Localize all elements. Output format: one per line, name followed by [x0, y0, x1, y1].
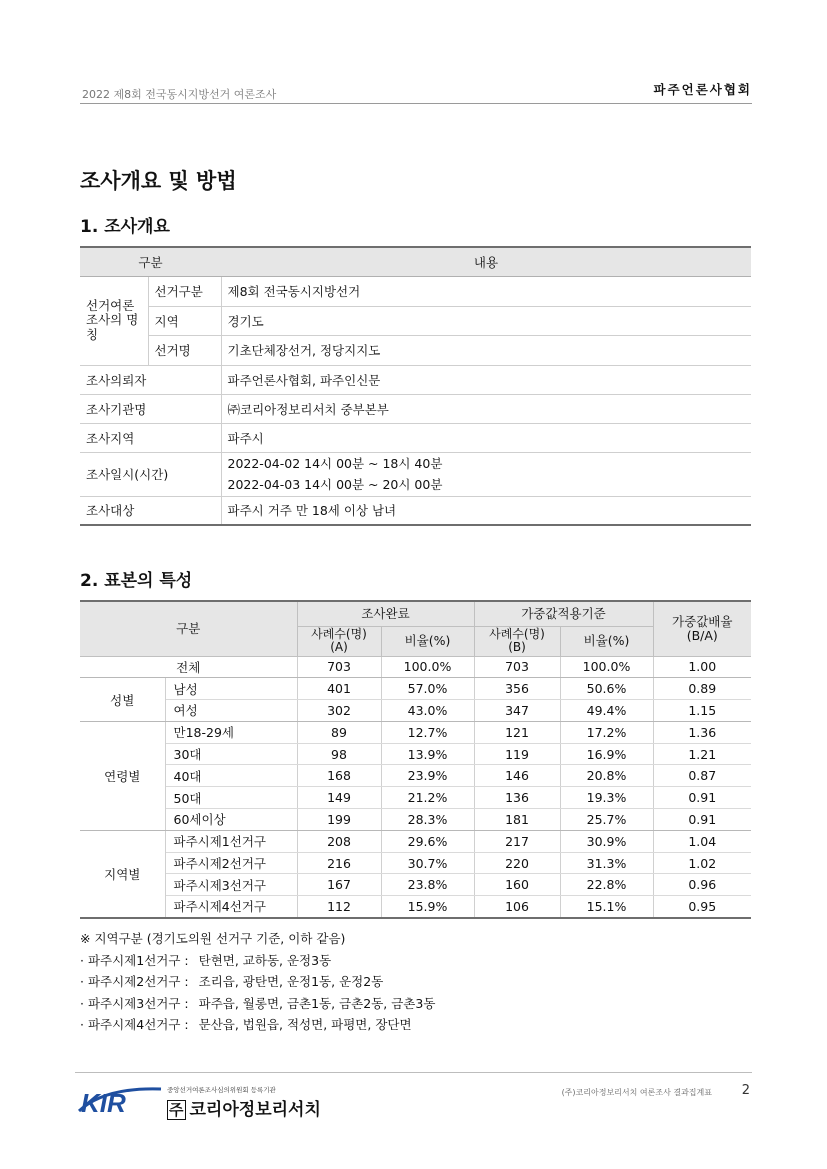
- cell-count-a: 167: [297, 874, 381, 896]
- cell-pct-b: 20.8%: [560, 765, 653, 787]
- cell-pct-b: 30.9%: [560, 830, 653, 852]
- group-label: 지역별: [80, 830, 165, 917]
- header-gubun: 구분: [80, 247, 221, 276]
- cell-ratio: 1.02: [653, 852, 751, 874]
- table-row: [80, 896, 751, 918]
- row-label: 조사지역: [80, 423, 221, 452]
- cell-pct-b: 49.4%: [560, 700, 653, 722]
- cell-pct-b: 31.3%: [560, 852, 653, 874]
- cell-count-b: 220: [474, 852, 560, 874]
- cell-count-a: 208: [297, 830, 381, 852]
- table-header-row: [80, 247, 751, 276]
- table-row: [80, 452, 751, 496]
- table-row: [80, 394, 751, 423]
- cell-count-a: 703: [297, 656, 381, 678]
- row-label: 선거구분: [148, 276, 221, 306]
- row-label: 40대: [165, 765, 297, 787]
- row-value: 파주언론사협회, 파주인신문: [221, 365, 751, 394]
- cell-count-a: 112: [297, 896, 381, 918]
- cell-count-a: 168: [297, 765, 381, 787]
- company-box: 주: [169, 1101, 184, 1119]
- page-number: 2: [741, 1083, 750, 1098]
- cell-count-a: 401: [297, 678, 381, 700]
- header-pct-b: 비율(%): [560, 626, 653, 656]
- cell-pct-b: 22.8%: [560, 874, 653, 896]
- row-value: 기초단체장선거, 정당지지도: [221, 336, 751, 366]
- row-value: 제8회 전국동시지방선거: [221, 276, 751, 306]
- cell-count-b: 181: [474, 809, 560, 831]
- row-value: ㈜코리아정보리서치 중부본부: [221, 394, 751, 423]
- survey-overview-table: [80, 246, 751, 526]
- row-value: 경기도: [221, 306, 751, 336]
- row-label: 선거명: [148, 336, 221, 366]
- kir-logo-text: KIR: [81, 1088, 126, 1117]
- cell-count-b: 136: [474, 787, 560, 809]
- table-row: [80, 306, 751, 336]
- table-row: [80, 678, 751, 700]
- notes-item-label: · 파주시제3선거구 :: [80, 995, 189, 1011]
- cell-ratio: 0.96: [653, 874, 751, 896]
- row-label: 파주시제1선거구: [165, 830, 297, 852]
- table-row: [80, 743, 751, 765]
- notes-item-label: · 파주시제2선거구 :: [80, 974, 189, 989]
- cell-count-a: 302: [297, 700, 381, 722]
- table-row: [80, 830, 751, 852]
- cell-pct-a: 30.7%: [381, 852, 474, 874]
- cell-count-b: 347: [474, 700, 560, 722]
- cell-ratio: 1.15: [653, 700, 751, 722]
- row-label: 남성: [165, 678, 297, 700]
- registration-text: 중앙선거여론조사심의위원회 등록기관: [167, 1086, 276, 1094]
- cell-count-b: 160: [474, 874, 560, 896]
- notes-item-value: 문산읍, 법원읍, 적성면, 파평면, 장단면: [198, 1017, 412, 1032]
- cell-pct-a: 28.3%: [381, 809, 474, 831]
- table-row: [80, 276, 751, 306]
- table-row: [80, 365, 751, 394]
- cell-pct-a: 13.9%: [381, 743, 474, 765]
- cell-count-a: 199: [297, 809, 381, 831]
- row-label: 파주시제2선거구: [165, 852, 297, 874]
- table-row: [80, 423, 751, 452]
- notes-item-label: · 파주시제1선거구 :: [80, 952, 189, 968]
- header-count-b-label: 사례수(명): [489, 626, 545, 641]
- row-label: 조사기관명: [80, 394, 221, 423]
- notes-item-value: 조리읍, 광탄면, 운정1동, 운정2동: [198, 974, 384, 989]
- cell-pct-a: 29.6%: [381, 830, 474, 852]
- notes-item-label: · 파주시제4선거구 :: [80, 1017, 189, 1032]
- header-count-a: [297, 626, 381, 656]
- table-row: [80, 809, 751, 831]
- cell-ratio: 0.89: [653, 678, 751, 700]
- header-survey-title: 2022 제8회 전국동시지방선거 여론조사: [82, 88, 277, 101]
- survey-time-day1: 2022-04-02 14시 00분 ~ 18시 40분: [227, 455, 443, 471]
- group-label: 연령별: [80, 721, 165, 830]
- header-count-a-sub: (A): [330, 640, 348, 654]
- row-label: 30대: [165, 743, 297, 765]
- group-label: 선거여론조사의 명칭: [80, 276, 148, 365]
- page-header: [80, 80, 752, 104]
- cell-ratio: 0.91: [653, 809, 751, 831]
- cell-ratio: 1.00: [653, 656, 751, 678]
- cell-count-b: 217: [474, 830, 560, 852]
- notes-item: [80, 1014, 435, 1036]
- cell-pct-a: 23.9%: [381, 765, 474, 787]
- cell-count-b: 106: [474, 896, 560, 918]
- table-row: [80, 336, 751, 366]
- cell-count-a: 89: [297, 721, 381, 743]
- cell-pct-b: 15.1%: [560, 896, 653, 918]
- row-label: 50대: [165, 787, 297, 809]
- notes-item: [80, 950, 435, 972]
- notes-item-value: 파주읍, 월롱면, 금촌1동, 금촌2동, 금촌3동: [198, 995, 436, 1011]
- row-value: [221, 452, 751, 496]
- header-weight-ratio-label: 가중값배율: [672, 614, 733, 629]
- row-label: 지역: [148, 306, 221, 336]
- notes-item: [80, 993, 435, 1015]
- row-label: 여성: [165, 700, 297, 722]
- cell-pct-b: 19.3%: [560, 787, 653, 809]
- cell-count-b: 119: [474, 743, 560, 765]
- section-1-title: 1. 조사개요: [80, 217, 170, 237]
- cell-ratio: 1.36: [653, 721, 751, 743]
- cell-pct-b: 50.6%: [560, 678, 653, 700]
- kir-logo: [75, 1081, 165, 1117]
- table-header-row: [80, 601, 751, 626]
- sample-characteristics-table: [80, 600, 751, 919]
- notes-title: ※ 지역구분 (경기도의원 선거구 기준, 이하 같음): [80, 931, 346, 946]
- cell-pct-a: 15.9%: [381, 896, 474, 918]
- notes-item: [80, 971, 435, 993]
- table-row-total: [80, 656, 751, 678]
- cell-count-b: 121: [474, 721, 560, 743]
- cell-pct-b: 16.9%: [560, 743, 653, 765]
- row-label: 조사의뢰자: [80, 365, 221, 394]
- header-association-name: 파주언론사협회: [653, 82, 752, 97]
- cell-count-b: 703: [474, 656, 560, 678]
- header-count-b-sub: (B): [508, 640, 526, 654]
- header-count-a-label: 사례수(명): [311, 626, 367, 641]
- cell-pct-a: 12.7%: [381, 721, 474, 743]
- header-complete: 조사완료: [297, 601, 474, 626]
- cell-pct-b: 25.7%: [560, 809, 653, 831]
- cell-ratio: 0.91: [653, 787, 751, 809]
- header-weight-ratio-sub: (B/A): [686, 627, 718, 643]
- header-weight-ratio: [653, 601, 751, 656]
- header-gubun: 구분: [80, 601, 297, 656]
- cell-pct-a: 21.2%: [381, 787, 474, 809]
- cell-ratio: 0.95: [653, 896, 751, 918]
- cell-count-a: 98: [297, 743, 381, 765]
- cell-pct-a: 57.0%: [381, 678, 474, 700]
- header-weighted: 가중값적용기준: [474, 601, 653, 626]
- row-label: 만18-29세: [165, 721, 297, 743]
- row-label: 파주시제3선거구: [165, 874, 297, 896]
- survey-time-day2: 2022-04-03 14시 00분 ~ 20시 00분: [227, 477, 443, 492]
- row-value: 파주시 거주 만 18세 이상 남녀: [221, 496, 751, 525]
- cell-pct-b: 17.2%: [560, 721, 653, 743]
- row-label: 조사대상: [80, 496, 221, 525]
- row-label: 조사일시(시간): [80, 452, 221, 496]
- table-row: [80, 496, 751, 525]
- region-notes: [80, 928, 435, 1036]
- cell-pct-a: 23.8%: [381, 874, 474, 896]
- header-pct-a: 비율(%): [381, 626, 474, 656]
- cell-ratio: 1.04: [653, 830, 751, 852]
- row-label: 60세이상: [165, 809, 297, 831]
- page-footer: [75, 1072, 752, 1122]
- cell-count-a: 149: [297, 787, 381, 809]
- table-row: [80, 700, 751, 722]
- cell-count-b: 356: [474, 678, 560, 700]
- page-title: 조사개요 및 방법: [80, 169, 237, 193]
- cell-pct-b: 100.0%: [560, 656, 653, 678]
- cell-ratio: 1.21: [653, 743, 751, 765]
- header-content: 내용: [221, 247, 751, 276]
- footer-report-title: (주)코리아정보리서치 여론조사 결과집계표: [561, 1088, 712, 1097]
- company-name: [167, 1095, 321, 1120]
- row-label: 전체: [80, 656, 297, 678]
- table-row: [80, 721, 751, 743]
- cell-count-a: 216: [297, 852, 381, 874]
- table-row: [80, 852, 751, 874]
- cell-pct-a: 43.0%: [381, 700, 474, 722]
- group-label: 성별: [80, 678, 165, 722]
- table-row: [80, 874, 751, 896]
- cell-count-b: 146: [474, 765, 560, 787]
- cell-ratio: 0.87: [653, 765, 751, 787]
- header-count-b: [474, 626, 560, 656]
- table-row: [80, 765, 751, 787]
- row-value: 파주시: [221, 423, 751, 452]
- company-name-text: 코리아정보리서치: [189, 1100, 321, 1120]
- notes-item-value: 탄현면, 교하동, 운정3동: [198, 952, 332, 968]
- table-row: [80, 787, 751, 809]
- cell-pct-a: 100.0%: [381, 656, 474, 678]
- row-label: 파주시제4선거구: [165, 896, 297, 918]
- section-2-title: 2. 표본의 특성: [80, 571, 193, 591]
